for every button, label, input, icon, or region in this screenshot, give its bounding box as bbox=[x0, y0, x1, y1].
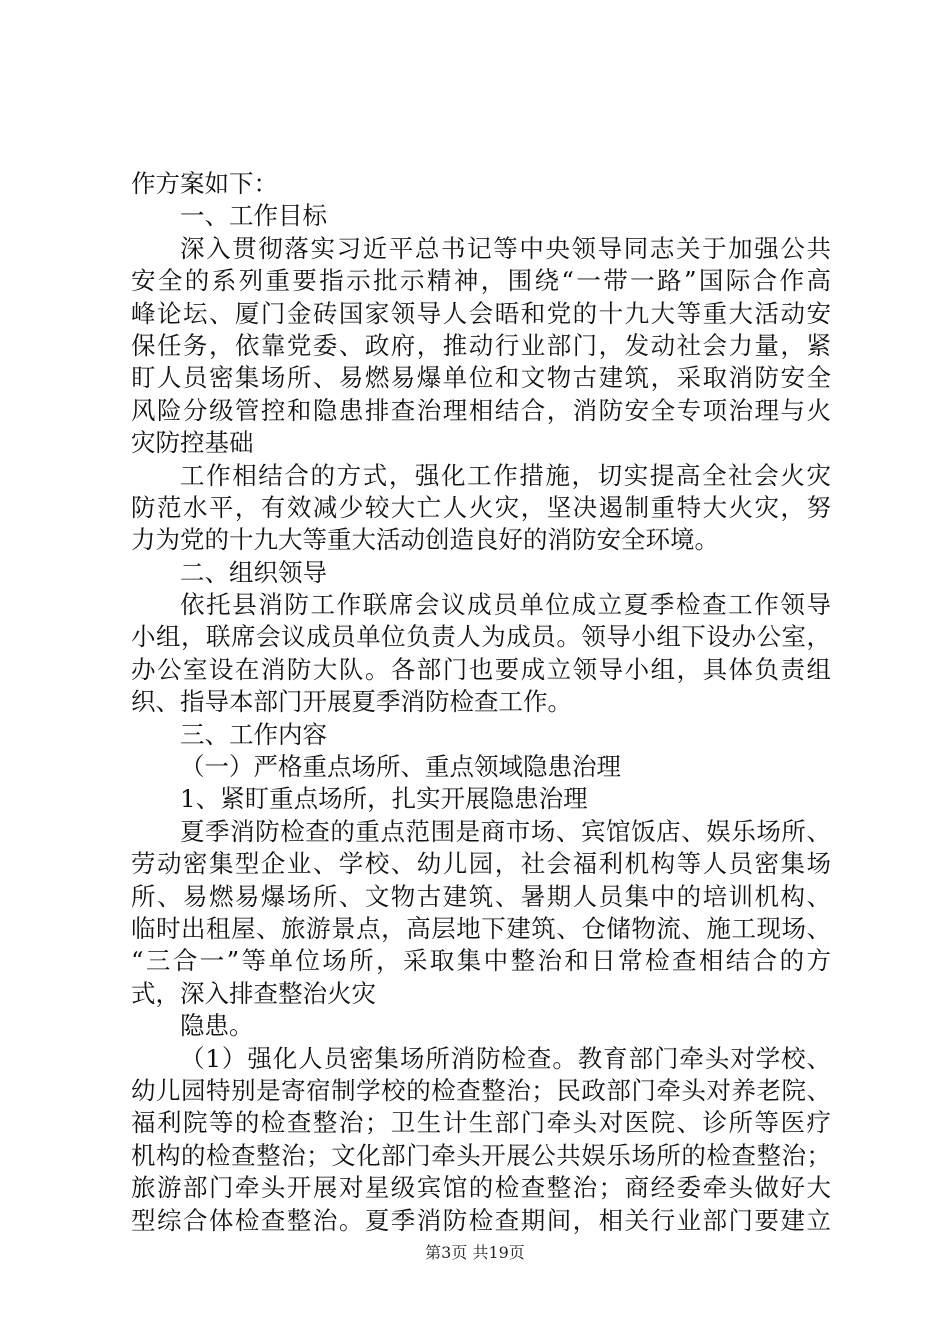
text-line: 风险分级管控和隐患排查治理相结合，消防安全专项治理与火 bbox=[131, 395, 831, 425]
text-line: 所、易燃易爆场所、文物古建筑、暑期人员集中的培训机构、 bbox=[131, 881, 831, 911]
text-line: （1）强化人员密集场所消防检查。教育部门牵头对学校、 bbox=[180, 1043, 831, 1073]
text-line: 织、指导本部门开展夏季消防检查工作。 bbox=[131, 687, 572, 717]
text-line: 盯人员密集场所、易燃易爆单位和文物古建筑，采取消防安全 bbox=[131, 363, 831, 393]
text-line: 防范水平，有效减少较大亡人火灾，坚决遏制重特大火灾，努 bbox=[131, 492, 831, 522]
text-line: 临时出租屋、旅游景点，高层地下建筑、仓储物流、施工现场、 bbox=[131, 913, 831, 943]
text-line: 安全的系列重要指示批示精神，围绕“一带一路”国际合作高 bbox=[131, 266, 831, 296]
text-line: 幼儿园特别是寄宿制学校的检查整治；民政部门牵头对养老院、 bbox=[131, 1075, 831, 1105]
text-line: 式，深入排查整治火灾 bbox=[131, 978, 376, 1008]
text-line: 旅游部门牵头开展对星级宾馆的检查整治；商经委牵头做好大 bbox=[131, 1173, 831, 1203]
text-line: （一）严格重点场所、重点领域隐患治理 bbox=[180, 752, 621, 782]
text-line: 小组，联席会议成员单位负责人为成员。领导小组下设办公室， bbox=[131, 622, 831, 652]
text-line: 三、工作内容 bbox=[180, 719, 327, 749]
text-line: 隐患。 bbox=[180, 1011, 254, 1041]
text-line: 夏季消防检查的重点范围是商市场、宾馆饭店、娱乐场所、 bbox=[180, 816, 831, 846]
text-line: “三合一”等单位场所，采取集中整治和日常检查相结合的方 bbox=[131, 946, 831, 976]
text-line: 福利院等的检查整治；卫生计生部门牵头对医院、诊所等医疗 bbox=[131, 1108, 831, 1138]
text-line: 峰论坛、厦门金砖国家领导人会晤和党的十九大等重大活动安 bbox=[131, 298, 831, 328]
text-line: 二、组织领导 bbox=[180, 557, 327, 587]
document-body bbox=[131, 168, 831, 1237]
text-line: 作方案如下： bbox=[131, 169, 278, 198]
text-line: 保任务，依靠党委、政府，推动行业部门，发动社会力量，紧 bbox=[131, 330, 831, 360]
text-line: 灾防控基础 bbox=[131, 428, 254, 458]
text-line: 型综合体检查整治。夏季消防检查期间，相关行业部门要建立 bbox=[131, 1205, 831, 1235]
text-line: 办公室设在消防大队。各部门也要成立领导小组，具体负责组 bbox=[131, 654, 831, 684]
text-line: 劳动密集型企业、学校、幼儿园，社会福利机构等人员密集场 bbox=[131, 849, 831, 879]
text-line: 依托县消防工作联席会议成员单位成立夏季检查工作领导 bbox=[180, 590, 831, 620]
page-number-footer: 第3页 共19页 bbox=[425, 1243, 525, 1262]
text-line: 深入贯彻落实习近平总书记等中央领导同志关于加强公共 bbox=[180, 233, 831, 263]
text-line: 一、工作目标 bbox=[180, 201, 327, 231]
text-line: 工作相结合的方式，强化工作措施，切实提高全社会火灾 bbox=[180, 460, 831, 490]
text-line: 1、紧盯重点场所，扎实开展隐患治理 bbox=[180, 784, 588, 814]
text-line: 机构的检查整治；文化部门牵头开展公共娱乐场所的检查整治； bbox=[131, 1140, 831, 1170]
text-line: 力为党的十九大等重大活动创造良好的消防安全环境。 bbox=[131, 525, 719, 555]
